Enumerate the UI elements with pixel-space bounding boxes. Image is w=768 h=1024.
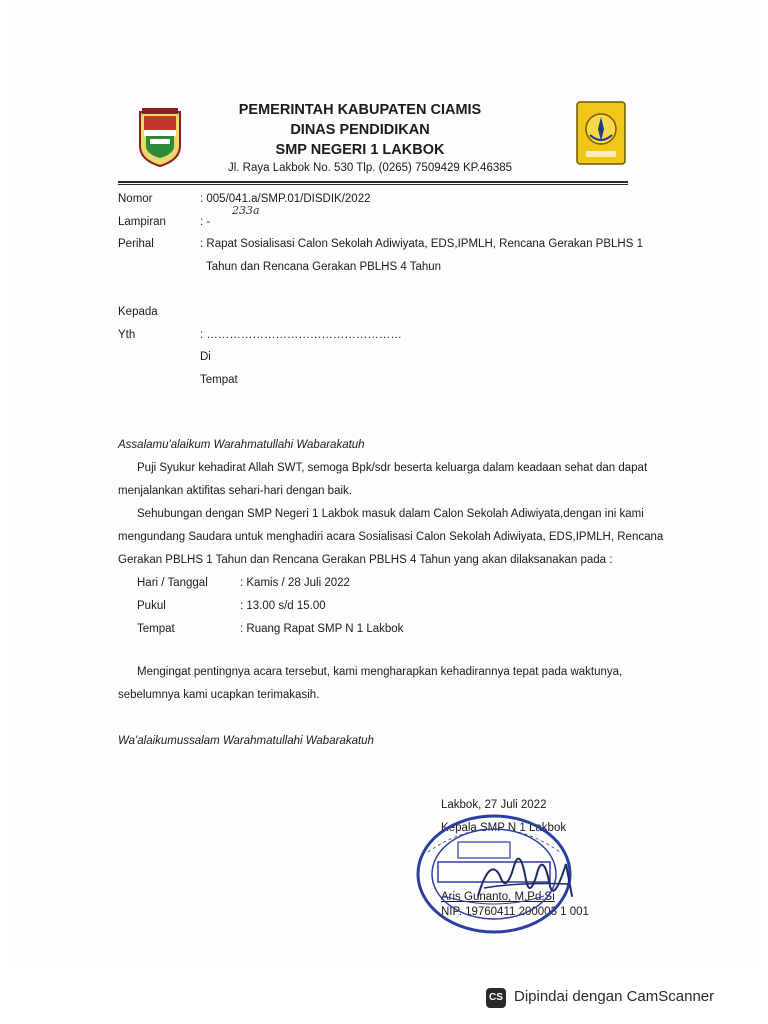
handwritten-signature	[470, 836, 580, 916]
paragraph-2-line-1: Sehubungan dengan SMP Negeri 1 Lakbok masuk dalam Calon Sekolah Adiwiyata,dengan ini kami	[137, 508, 644, 520]
signature-position: Kepala SMP N 1 Lakbok	[441, 822, 567, 834]
lampiran-label: Lampiran	[118, 216, 166, 228]
yth-label: Yth	[118, 329, 136, 341]
tempat-label: Tempat	[200, 374, 238, 386]
di-label: Di	[200, 351, 211, 363]
ciamis-emblem-logo	[136, 106, 184, 168]
kepada-label: Kepada	[118, 306, 158, 318]
signatory-name: Aris Gunanto, M.Pd.Si	[441, 891, 555, 903]
paragraph-2-line-2: mengundang Saudara untuk menghadiri acara Sosialisasi Calon Sekolah Adiwiyata, EDS,IPMLH, Rencana	[118, 531, 664, 543]
camscanner-label: Dipindai dengan CamScanner	[514, 988, 715, 1005]
opening-greeting: Assalamu'alaikum Warahmatullahi Wabarakatuh	[118, 439, 365, 451]
paragraph-3-line-2: sebelumnya kami ucapkan terimakasih.	[118, 689, 320, 701]
closing-greeting: Wa'alaikumussalam Warahmatullahi Wabarakatuh	[118, 735, 374, 747]
nomor-handwritten-annotation: 233a	[232, 204, 260, 217]
paragraph-1-line-2: menjalankan aktifitas sehari-hari dengan baik.	[118, 485, 352, 497]
event-tempat-label: Tempat	[137, 623, 175, 635]
event-tempat-value: : Ruang Rapat SMP N 1 Lakbok	[240, 623, 404, 635]
letterhead-line-department: DINAS PENDIDIKAN	[290, 122, 430, 138]
lampiran-value: : -	[200, 216, 211, 228]
letterhead-rule-thin	[118, 184, 628, 185]
camscanner-footer	[480, 982, 760, 1014]
letterhead-rule-thick	[118, 181, 628, 183]
camscanner-icon: CS	[486, 988, 506, 1008]
letterhead-address: Jl. Raya Lakbok No. 530 Tlp. (0265) 7509429 KP.46385	[227, 162, 513, 174]
perihal-line-1: : Rapat Sosialisasi Calon Sekolah Adiwiyata, EDS,IPMLH, Rencana Gerakan PBLHS 1	[200, 238, 643, 250]
perihal-label: Perihal	[118, 238, 154, 250]
pukul-label: Pukul	[137, 600, 166, 612]
nomor-value: : 005/041.a/SMP.01/DISDIK/2022	[200, 193, 371, 205]
perihal-line-2: Tahun dan Rencana Gerakan PBLHS 4 Tahun	[206, 261, 442, 273]
smp-lakbok-emblem-logo	[576, 101, 626, 165]
letterhead-line-school: SMP NEGERI 1 LAKBOK	[275, 142, 445, 158]
hari-value: : Kamis / 28 Juli 2022	[240, 577, 350, 589]
signature-place-date: Lakbok, 27 Juli 2022	[441, 799, 547, 811]
pukul-value: : 13.00 s/d 15.00	[240, 600, 326, 612]
hari-label: Hari / Tanggal	[137, 577, 208, 589]
yth-value: : ……………………………………………	[200, 329, 402, 341]
letterhead-line-government: PEMERINTAH KABUPATEN CIAMIS	[238, 102, 482, 118]
nomor-label: Nomor	[118, 193, 153, 205]
paragraph-3-line-1: Mengingat pentingnya acara tersebut, kami mengharapkan kehadirannya tepat pada waktunya,	[137, 666, 623, 678]
paragraph-2-line-3: Gerakan PBLHS 1 Tahun dan Rencana Gerakan PBLHS 4 Tahun yang akan dilaksanakan pada :	[118, 554, 613, 566]
signatory-nip: NIP. 19760411 200003 1 001	[441, 906, 589, 918]
paragraph-1-line-1: Puji Syukur kehadirat Allah SWT, semoga Bpk/sdr beserta keluarga dalam keadaan sehat dan dapat	[137, 462, 648, 474]
